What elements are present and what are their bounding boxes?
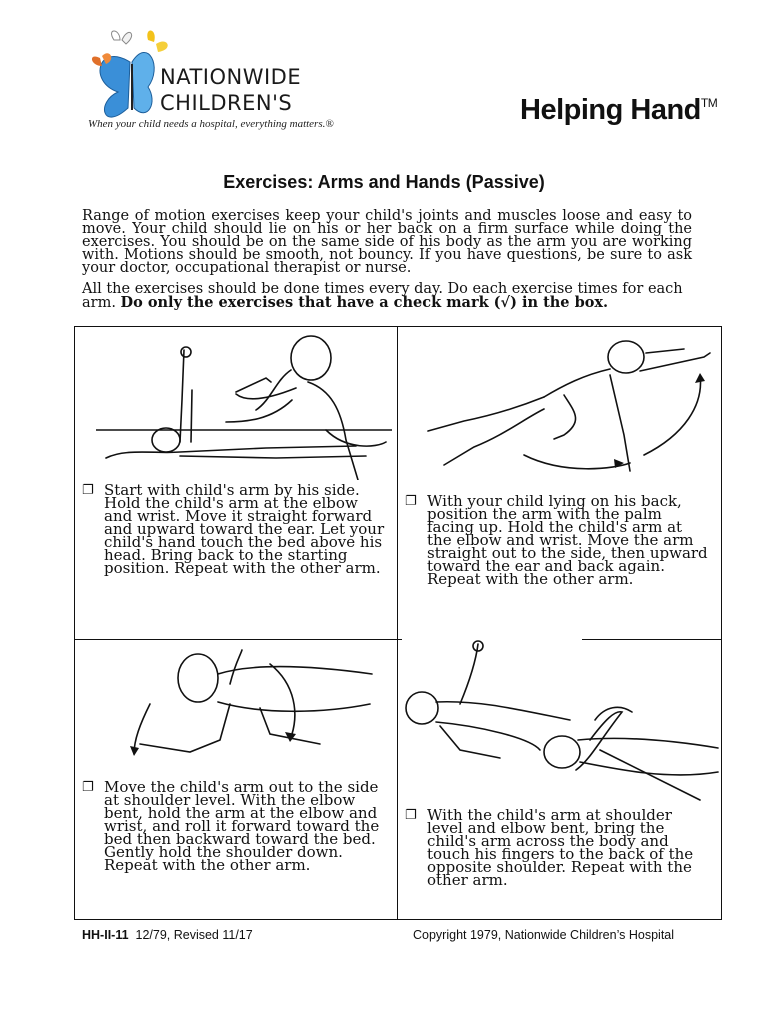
intro-paragraph: Range of motion exercises keep your child's joints and muscles loose and easy to move. Your child should lie on his or her back on a firm surface while doing the exercises. You should be on the same side of his body as the arm you are working with. Motions should be smooth, not bouncy. If you have questions, be sure to ask your doctor, occupational therapist or nurse. xyxy=(82,208,692,276)
exercise-text: With the child's arm at shoulder level and elbow bent, bring the child's arm across the body and touch his fingers to the back of the opposite shoulder. Repeat with the other arm. xyxy=(427,806,694,889)
exercise-step-1 xyxy=(82,481,386,577)
exercise-text: With your child lying on his back, position the arm with the palm facing up. Hold the child's arm at the elbow and wrist. Move the arm straight out to the side, then upward toward the ear and back again. Repeat with the other arm. xyxy=(427,492,708,588)
brand-title xyxy=(520,94,717,127)
checkbox-icon[interactable]: ❐ xyxy=(405,494,417,509)
illustration-arm-raise-forward xyxy=(96,330,392,480)
org-name-line1: NATIONWIDE xyxy=(160,65,302,89)
org-tagline: When your child needs a hospital, everything matters.® xyxy=(88,118,334,130)
grid-divider-horizontal-left xyxy=(74,639,402,640)
illustration-arm-across-body xyxy=(400,640,720,805)
illustration-shoulder-rotation xyxy=(120,644,382,774)
frequency-paragraph xyxy=(82,283,692,310)
org-name xyxy=(160,64,301,116)
revision-date: 12/79, Revised 11/17 xyxy=(135,928,253,942)
illustration-arm-side-raise xyxy=(414,335,714,485)
exercise-step-4 xyxy=(405,806,709,889)
check-note: Do only the exercises that have a check mark (√) in the box. xyxy=(120,294,609,311)
exercise-step-2 xyxy=(405,492,709,588)
checkbox-icon[interactable]: ❐ xyxy=(405,808,417,823)
frequency-text: All the exercises should be done times every day. Do each exercise times for each arm. xyxy=(82,281,683,311)
brand-name: Helping Hand xyxy=(520,94,701,126)
checkbox-icon[interactable]: ❐ xyxy=(82,780,94,795)
org-name-line2: CHILDREN'S xyxy=(160,91,293,115)
document-code: HH-II-11 xyxy=(82,928,129,942)
footer-copyright: Copyright 1979, Nationwide Children’s Hospital xyxy=(413,928,675,942)
exercise-text: Move the child's arm out to the side at shoulder level. With the elbow bent, hold the arm at the elbow and wrist, and roll it forward toward the bed then backward toward the bed. Gently hold the shoulder down. Repeat with the other arm. xyxy=(104,778,380,874)
exercise-text: Start with child's arm by his side. Hold the child's arm at the elbow and wrist. Move it straight forward and upward toward the ear. Let your child's hand touch the bed above his head. Bring back to the starting position. Repeat with the other arm. xyxy=(104,481,385,577)
footer-code xyxy=(82,928,253,942)
checkbox-icon[interactable]: ❐ xyxy=(82,483,94,498)
trademark-mark: TM xyxy=(700,96,718,110)
exercise-step-3 xyxy=(82,778,386,874)
page-title: Exercises: Arms and Hands (Passive) xyxy=(223,172,545,192)
grid-divider-vertical xyxy=(397,326,398,920)
